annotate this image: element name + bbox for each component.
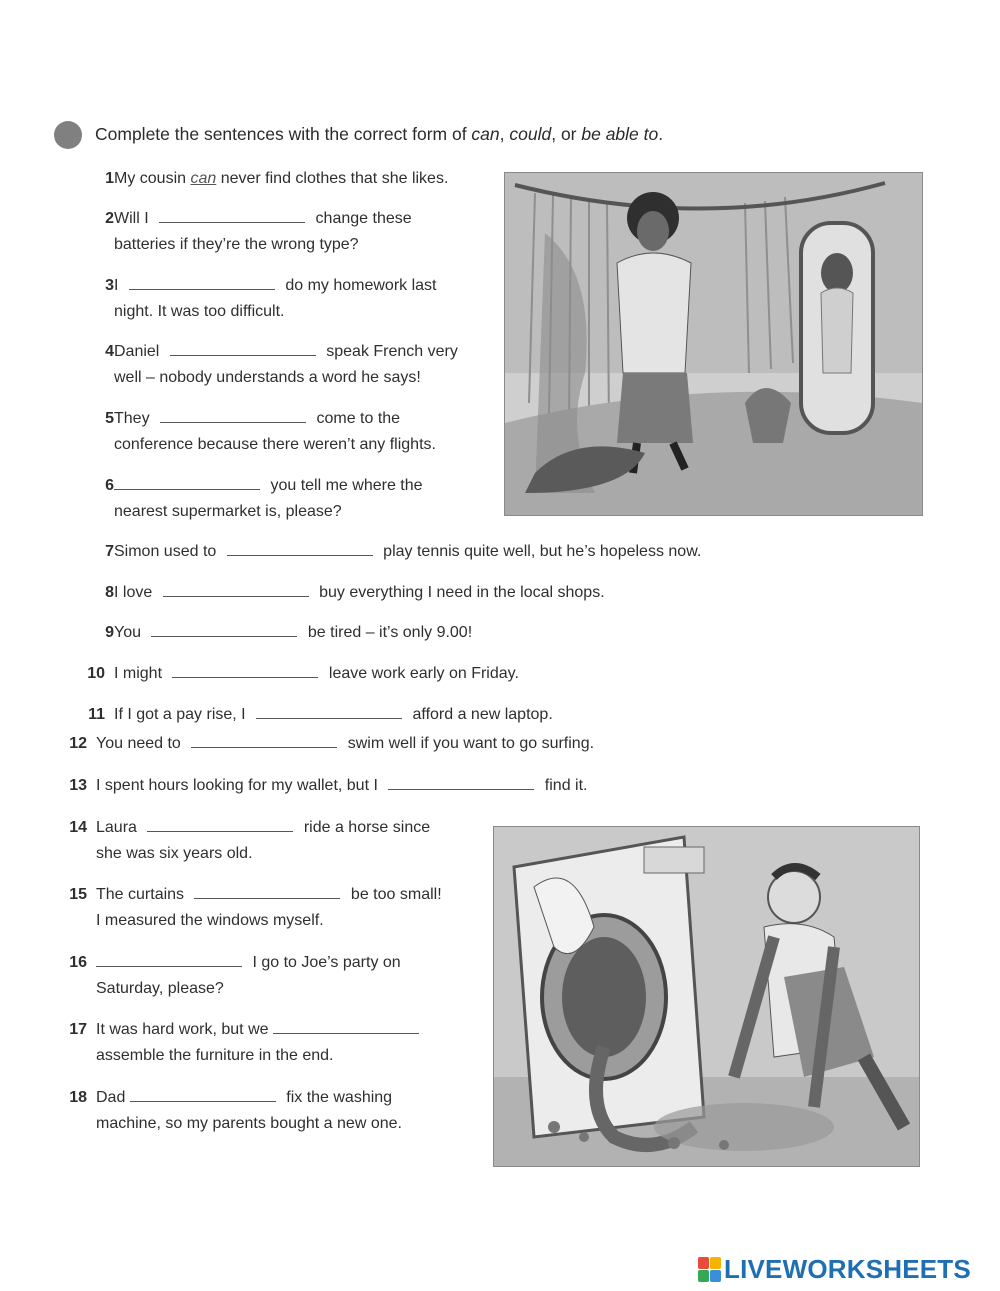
answer-blank-18[interactable] [130, 1085, 276, 1102]
illustration-washing-machine [493, 826, 920, 1167]
illustration-fitting-room [504, 172, 923, 516]
exercise-bullet [54, 121, 82, 149]
instruction: Complete the sentences with the correct form of can, could, or be able to. [95, 124, 664, 144]
example-answer: can [190, 170, 217, 187]
answer-blank-16[interactable] [96, 950, 242, 967]
answer-blank-9[interactable] [151, 620, 297, 637]
answer-blank-15[interactable] [194, 882, 340, 899]
answer-blank-3[interactable] [129, 273, 275, 290]
answer-blank-14[interactable] [147, 815, 293, 832]
answer-blank-7[interactable] [227, 539, 373, 556]
answer-blank-8[interactable] [163, 580, 309, 597]
liveworksheets-logo-icon [698, 1257, 722, 1283]
answer-blank-4[interactable] [170, 339, 316, 356]
answer-blank-2[interactable] [159, 206, 305, 223]
answer-blank-17[interactable] [273, 1017, 419, 1034]
answer-blank-6[interactable] [114, 473, 260, 490]
liveworksheets-logo-text: LIVEWORKSHEETS [724, 1254, 971, 1284]
answer-blank-5[interactable] [160, 406, 306, 423]
answer-blank-11[interactable] [256, 702, 402, 719]
answer-blank-13[interactable] [388, 773, 534, 790]
liveworksheets-logo [698, 1254, 971, 1284]
answer-blank-10[interactable] [172, 661, 318, 678]
answer-blank-12[interactable] [191, 731, 337, 748]
